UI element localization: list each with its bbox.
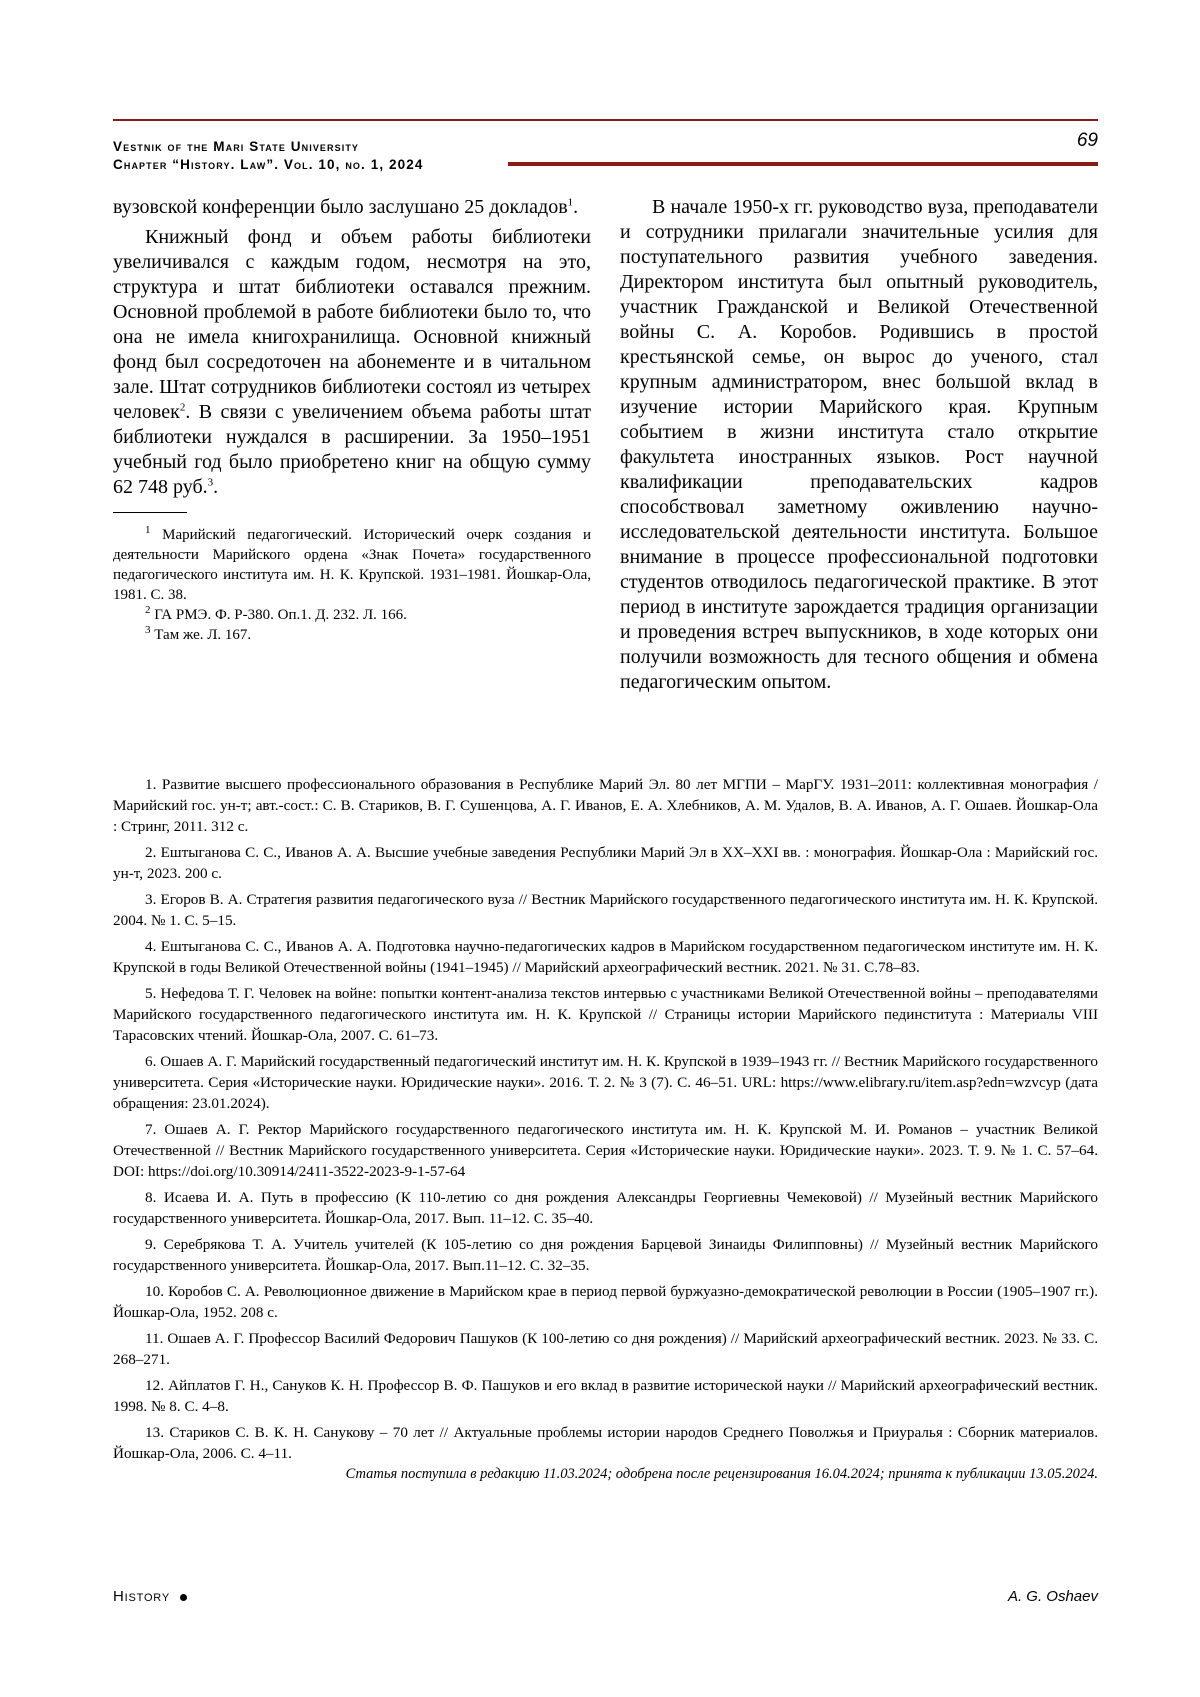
reference-item: 2. Ештыганова С. С., Иванов А. А. Высшие учебные заведения Республики Марий Эл в XX–XXI вв. : монография. Йошкар-Ола : Марийский гос. ун-т, 2023. 200 с. <box>113 844 1098 882</box>
left-paragraph-2: Книжный фонд и объем работы библиотеки увеличивался с каждым годом, несмотря на это, структура и штат библиотеки оставался прежним. Основной проблемой в работе библиотеки было то, что она не имела книгохранилища. Основной книжный фонд был сосредоточен на абонементе и в читальном зале. Штат сотрудников библиотеки состоял из четырех человек$^2$. В связи с увеличением объема работы штат библиотеки нуждался в расширении. За 1950–1951 учебный год было приобретено книг на общую сумму 62 748 руб.$^3$. <box>113 226 591 498</box>
journal-title-line2: Chapter “History. Law”. Vol. 10, no. 1, 2024 <box>113 157 424 172</box>
reference-item: 5. Нефедова Т. Г. Человек на войне: попытки контент-анализа текстов интервью с участниками Великой Отечественной войны – преподавателями Марийского государственного педагогического института им. Н. К. Крупской // Страницы истории Марийского пединститута : Материалы VIII Тарасовских чтений. Йошкар-Ола, 2007. С. 61–73. <box>113 985 1098 1044</box>
reference-item: 12. Айплатов Г. Н., Сануков К. Н. Профессор В. Ф. Пашуков и его вклад в развитие исторической науки // Марийский археографический вестник. 1998. № 8. С. 4–8. <box>113 1377 1098 1415</box>
footnote-ref-2: 2 <box>179 401 186 414</box>
footnote-ref-3: 3 <box>207 476 214 489</box>
header-rule <box>508 162 1098 166</box>
footer-section <box>113 1588 187 1605</box>
right-paragraph-1: В начале 1950-х гг. руководство вуза, преподаватели и сотрудники прилагали значительные усилия для поступательного развития учебного заведения. Директором института был опытный руководитель, участник Гражданской и Великой Отечественной войны С. А. Коробов. Родившись в простой крестьянской семье, он вырос до ученого, стал крупным администратором, внес большой вклад в изучение истории Марийского края. Крупным событием в жизни института стало открытие факультета иностранных языков. Рост научной квалификации преподавательских кадров способствовал заметному оживлению научно-исследовательской деятельности института. Большое внимание в процессе профессиональной подготовки студентов отводилось педагогической практике. В этот период в институте зарождается традиция организации и проведения встреч выпускников, в ходе которых они получили возможность для тесного общения и обмена педагогическим опытом. <box>620 196 1098 693</box>
reference-item: 1. Развитие высшего профессионального образования в Республике Марий Эл. 80 лет МГПИ – МарГУ. 1931–2011: коллективная монография / Марийский гос. ун-т; авт.-сост.: С. В. Стариков, В. Г. Сушенцова, А. Г. Иванов, Е. А. Хлебников, А. М. Удалов, В. А. Иванов, А. Г. Ошаев. Йошкар-Ола : Стринг, 2011. 312 с. <box>113 776 1098 835</box>
footnote-rule <box>113 512 187 513</box>
footnotes <box>113 525 591 645</box>
footer-section-label: History <box>113 1588 170 1605</box>
reference-item: 4. Ештыганова С. С., Иванов А. А. Подготовка научно-педагогических кадров в Марийском государственном педагогическом институте им. Н. К. Крупской в годы Великой Отечественной войны (1941–1945) // Марийский археографический вестник. 2021. № 31. С.78–83. <box>113 938 1098 976</box>
reference-item: 13. Стариков С. В. К. Н. Санукову – 70 лет // Актуальные проблемы истории народов Среднего Поволжья и Приуралья : Сборник материалов. Йошкар-Ола, 2006. С. 4–11. <box>113 1424 1098 1462</box>
reference-item: 8. Исаева И. А. Путь в профессию (К 110-летию со дня рождения Александры Георгиевны Чемековой) // Музейный вестник Марийского государственного университета. Йошкар-Ола, 2017. Вып. 11–12. С. 35–40. <box>113 1189 1098 1227</box>
bullet-icon <box>180 1594 187 1601</box>
footnote-ref-1: 1 <box>567 196 574 209</box>
left-paragraph-1: вузовской конференции было заслушано 25 докладов$^1$. <box>113 196 579 218</box>
journal-title <box>113 138 423 174</box>
reference-item: 3. Егоров В. А. Стратегия развития педагогического вуза // Вестник Марийского государственного педагогического института им. Н. К. Крупской. 2004. № 1. С. 5–15. <box>113 891 1098 929</box>
footer-author: A. G. Oshaev <box>1007 1588 1098 1605</box>
reference-item: 11. Ошаев А. Г. Профессор Василий Федорович Пашуков (К 100-летию со дня рождения) // Марийский археографический вестник. 2023. № 33. С. 268–271. <box>113 1330 1098 1368</box>
left-column <box>113 195 591 645</box>
references-list <box>113 774 1098 1469</box>
received-note: Статья поступила в редакцию 11.03.2024; одобрена после рецензирования 16.04.2024; принята к публикации 13.05.2024. <box>345 1466 1098 1482</box>
reference-item: 9. Серебрякова Т. А. Учитель учителей (К 105-летию со дня рождения Барцевой Зинаиды Филипповны) // Музейный вестник Марийского государственного университета. Йошкар-Ола, 2017. Вып.11–12. С. 32–35. <box>113 1236 1098 1274</box>
footnote: $^2$ ГА РМЭ. Ф. Р-380. Оп.1. Д. 232. Л. 166. <box>145 604 407 623</box>
reference-item: 7. Ошаев А. Г. Ректор Марийского государственного педагогического института им. Н. К. Крупской М. И. Романов – участник Великой Отечественной // Вестник Марийского государственного университета. Серия «Исторические науки. Юридические науки». 2023. Т. 9. № 1. С. 57–64. DOI: https://doi.org/10.30914/2411-3522-2023-9-1-57-64 <box>113 1121 1098 1180</box>
top-rule <box>113 119 1098 121</box>
right-column <box>620 195 1098 695</box>
reference-item: 6. Ошаев А. Г. Марийский государственный педагогический институт им. Н. К. Крупской в 1939–1943 гг. // Вестник Марийского государственного университета. Серия «Исторические науки. Юридические науки». 2016. Т. 2. № 3 (7). С. 46–51. URL: https://www.elibrary.ru/item.asp?edn=wzvcyp (дата обращения: 23.01.2024). <box>113 1053 1098 1112</box>
footnote: $^3$ Там же. Л. 167. <box>145 624 252 643</box>
reference-item: 10. Коробов С. А. Революционное движение в Марийском крае в период первой буржуазно-демократической революции в России (1905–1907 гг.). Йошкар-Ола, 1952. 208 с. <box>113 1283 1098 1321</box>
page-number: 69 <box>1076 130 1098 151</box>
journal-title-line1: Vestnik of the Mari State University <box>113 139 360 154</box>
footnote: $^1$ Марийский педагогический. Исторический очерк создания и деятельности Марийского ордена «Знак Почета» государственного педагогического института им. Н. К. Крупской. 1931–1981. Йошкар-Ола, 1981. С. 38. <box>113 524 591 603</box>
